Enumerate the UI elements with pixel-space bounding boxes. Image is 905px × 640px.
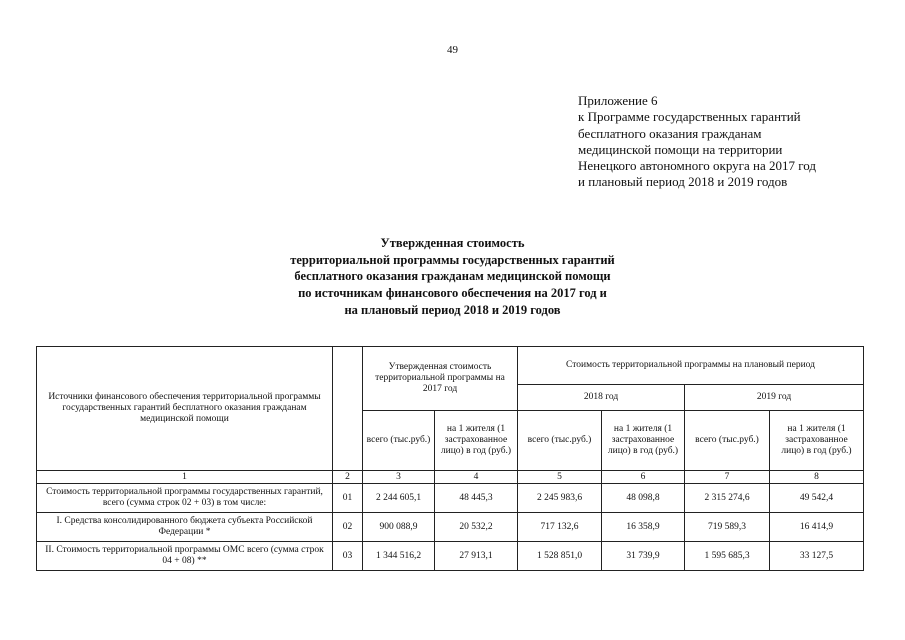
column-number: 7 (685, 471, 770, 484)
cell-2019-per: 49 542,4 (770, 484, 864, 513)
header-per-resident: на 1 жителя (1 застрахованное лицо) в год (руб.) (435, 411, 518, 471)
title-line: Утвержденная стоимость (380, 236, 525, 250)
header-approved-2017: Утвержденная стоимость территориальной программы на 2017 год (363, 347, 518, 411)
cell-2019-per: 33 127,5 (770, 542, 864, 571)
row-label: I. Средства консолидированного бюджета субъекта Российской Федерации * (37, 513, 333, 542)
row-label: Стоимость территориальной программы государственных гарантий, всего (сумма строк 02 + 03) в том числе: (37, 484, 333, 513)
cell-2019-per: 16 414,9 (770, 513, 864, 542)
document-title (0, 235, 905, 319)
header-total: всего (тыс.руб.) (685, 411, 770, 471)
header-planned-period: Стоимость территориальной программы на плановый период (518, 347, 864, 385)
header-total: всего (тыс.руб.) (518, 411, 602, 471)
cell-2018-per: 48 098,8 (602, 484, 685, 513)
column-number: 6 (602, 471, 685, 484)
cell-2018-total: 2 245 983,6 (518, 484, 602, 513)
row-label: II. Стоимость территориальной программы ОМС всего (сумма строк 04 + 08) ** (37, 542, 333, 571)
appendix-line: Приложение 6 (578, 93, 658, 108)
header-per-resident: на 1 жителя (1 застрахованное лицо) в год (руб.) (602, 411, 685, 471)
table-row (37, 542, 864, 571)
cell-2018-total: 717 132,6 (518, 513, 602, 542)
cell-2017-total: 2 244 605,1 (363, 484, 435, 513)
cost-table (36, 346, 864, 571)
column-number: 2 (333, 471, 363, 484)
title-line: на плановый период 2018 и 2019 годов (344, 302, 561, 317)
cell-2019-total: 719 589,3 (685, 513, 770, 542)
title-line: территориальной программы государственных гарантий (290, 252, 615, 267)
cell-2018-per: 16 358,9 (602, 513, 685, 542)
header-per-resident: на 1 жителя (1 застрахованное лицо) в год (руб.) (770, 411, 864, 471)
appendix-line: к Программе государственных гарантий (578, 109, 801, 125)
header-source: Источники финансового обеспечения территориальной программы государственных гарантий бесплатного оказания гражданам медицинской помощи (37, 347, 333, 471)
column-number: 1 (37, 471, 333, 484)
row-code: 03 (333, 542, 363, 571)
cell-2017-per: 20 532,2 (435, 513, 518, 542)
column-number: 4 (435, 471, 518, 484)
header-year-2019: 2019 год (685, 385, 864, 411)
column-number: 8 (770, 471, 864, 484)
table-row (37, 513, 864, 542)
header-row (37, 347, 864, 385)
cell-2017-total: 1 344 516,2 (363, 542, 435, 571)
title-line: бесплатного оказания гражданам медицинской помощи (294, 269, 611, 284)
row-code: 01 (333, 484, 363, 513)
header-code (333, 347, 363, 471)
page-number: 49 (447, 44, 458, 56)
appendix-line: бесплатного оказания гражданам (578, 125, 762, 141)
cell-2019-total: 1 595 685,3 (685, 542, 770, 571)
table-row (37, 484, 864, 513)
header-year-2018: 2018 год (518, 385, 685, 411)
cell-2017-per: 27 913,1 (435, 542, 518, 571)
column-number: 3 (363, 471, 435, 484)
row-code: 02 (333, 513, 363, 542)
appendix-line: медицинской помощи на территории (578, 141, 783, 157)
appendix-line: и плановый период 2018 и 2019 годов (578, 174, 788, 190)
cell-2018-total: 1 528 851,0 (518, 542, 602, 571)
appendix-note (578, 93, 816, 191)
cell-2019-total: 2 315 274,6 (685, 484, 770, 513)
cell-2017-total: 900 088,9 (363, 513, 435, 542)
column-number-row (37, 471, 864, 484)
cell-2017-per: 48 445,3 (435, 484, 518, 513)
title-line: по источникам финансового обеспечения на 2017 год и (298, 286, 607, 301)
column-number: 5 (518, 471, 602, 484)
cell-2018-per: 31 739,9 (602, 542, 685, 571)
appendix-line: Ненецкого автономного округа на 2017 год (578, 158, 816, 174)
header-total: всего (тыс.руб.) (363, 411, 435, 471)
